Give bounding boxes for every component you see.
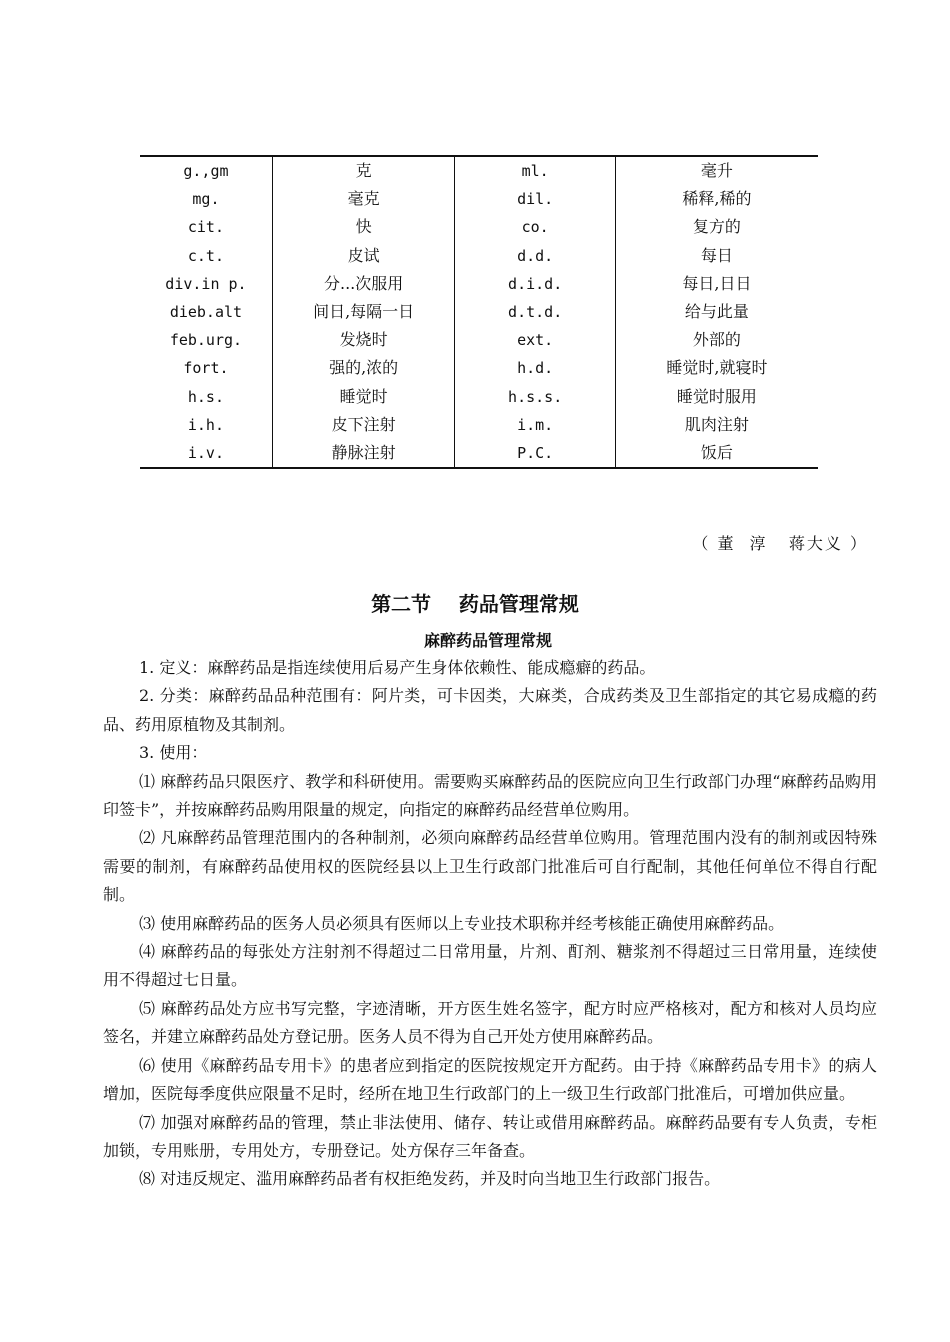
abbreviation-cell: d.d. xyxy=(455,242,615,270)
abbreviation-cell: fort. xyxy=(183,359,229,378)
meaning-cell: 发烧时 xyxy=(272,326,455,354)
abbreviation-cell: i.h. xyxy=(187,415,224,434)
abbreviation-cell: ml. xyxy=(455,156,615,185)
table-row xyxy=(140,298,818,326)
abbreviation-cell: i.m. xyxy=(455,411,615,439)
meaning-cell: 肌肉注射 xyxy=(615,411,818,439)
table-row xyxy=(140,439,818,468)
meaning-cell: 睡觉时,就寝时 xyxy=(615,354,818,382)
meaning-cell: 复方的 xyxy=(615,213,818,241)
abbreviation-cell: g.,gm xyxy=(183,162,229,181)
meaning-cell: 给与此量 xyxy=(615,298,818,326)
paragraph-usage-5: ⑸ 麻醉药品处方应书写完整，字迹清晰，开方医生姓名签字，配方时应严格核对，配方和核对人员均应签名，并建立麻醉药品处方登记册。医务人员不得为自己开处方使用麻醉药品。 xyxy=(103,998,877,1047)
meaning-cell: 每日 xyxy=(615,242,818,270)
abbreviation-cell: d.t.d. xyxy=(455,298,615,326)
abbreviation-cell: h.d. xyxy=(455,354,615,382)
meaning-cell: 分...次服用 xyxy=(272,270,455,298)
abbreviation-cell: c.t. xyxy=(187,246,224,265)
abbreviation-cell: h.s. xyxy=(187,387,224,406)
paragraph-usage-2: ⑵ 凡麻醉药品管理范围内的各种制剂，必须向麻醉药品经营单位购用。管理范围内没有的制剂或因特殊需要的制剂，有麻醉药品使用权的医院经县以上卫生行政部门批准后可自行配制，其他任何单位不得自行配制。 xyxy=(103,828,877,905)
table-row xyxy=(140,185,818,213)
abbreviation-table-body xyxy=(140,156,818,468)
abbreviation-cell: feb.urg. xyxy=(169,331,243,350)
table-row xyxy=(140,213,818,241)
table-row xyxy=(140,242,818,270)
table-row xyxy=(140,270,818,298)
paragraph-usage-heading: 3. 使用： xyxy=(139,743,208,763)
meaning-cell: 外部的 xyxy=(615,326,818,354)
paragraph-usage-4: ⑷ 麻醉药品的每张处方注射剂不得超过二日常用量，片剂、酊剂、糖浆剂不得超过三日常用量，连续使用不得超过七日量。 xyxy=(103,942,877,990)
meaning-cell: 克 xyxy=(272,156,455,185)
meaning-cell: 皮试 xyxy=(272,242,455,270)
meaning-cell: 间日,每隔一日 xyxy=(272,298,455,326)
body-text xyxy=(103,654,877,1194)
abbreviation-cell: cit. xyxy=(187,218,224,237)
abbreviation-cell: P.C. xyxy=(455,439,615,468)
section-title: 第二节 药品管理常规 xyxy=(371,592,579,616)
table-row xyxy=(140,156,818,185)
paragraph-usage-7: ⑺ 加强对麻醉药品的管理，禁止非法使用、储存、转让或借用麻醉药品。麻醉药品要有专人负责，专柜加锁，专用账册，专用处方，专册登记。处方保存三年备查。 xyxy=(103,1112,877,1160)
paragraph-definition: 1. 定义：麻醉药品是指连续使用后易产生身体依赖性、能成瘾癖的药品。 xyxy=(139,658,656,677)
table-row xyxy=(140,354,818,382)
meaning-cell: 睡觉时服用 xyxy=(615,383,818,411)
abbreviation-cell: co. xyxy=(455,213,615,241)
table-row xyxy=(140,411,818,439)
table-row xyxy=(140,383,818,411)
paragraph-usage-6: ⑹ 使用《麻醉药品专用卡》的患者应到指定的医院按规定开方配药。由于持《麻醉药品专用卡》的病人增加，医院每季度供应限量不足时，经所在地卫生行政部门的上一级卫生行政部门批准后，可增加供应量。 xyxy=(103,1055,877,1104)
abbreviation-cell: mg. xyxy=(192,190,220,209)
abbreviation-cell: i.v. xyxy=(187,443,224,462)
authors-credit: （ 董 淳 蒋大义 ） xyxy=(692,534,868,553)
meaning-cell: 毫克 xyxy=(272,185,455,213)
abbreviation-cell: dieb.alt xyxy=(169,303,243,322)
abbreviation-cell: h.s.s. xyxy=(455,383,615,411)
meaning-cell: 静脉注射 xyxy=(272,439,455,468)
meaning-cell: 皮下注射 xyxy=(272,411,455,439)
meaning-cell: 毫升 xyxy=(615,156,818,185)
meaning-cell: 每日,日日 xyxy=(615,270,818,298)
abbreviation-table xyxy=(140,155,818,469)
abbreviation-cell: div.in p. xyxy=(165,274,247,293)
meaning-cell: 稀释,稀的 xyxy=(615,185,818,213)
meaning-cell: 饭后 xyxy=(615,439,818,468)
abbreviation-cell: dil. xyxy=(455,185,615,213)
meaning-cell: 强的,浓的 xyxy=(272,354,455,382)
abbreviation-cell: ext. xyxy=(455,326,615,354)
paragraph-usage-3: ⑶ 使用麻醉药品的医务人员必须具有医师以上专业技术职称并经考核能正确使用麻醉药品。 xyxy=(139,913,785,933)
meaning-cell: 睡觉时 xyxy=(272,383,455,411)
paragraph-usage-8: ⑻ 对违反规定、滥用麻醉药品者有权拒绝发药，并及时向当地卫生行政部门报告。 xyxy=(139,1169,721,1189)
table-row xyxy=(140,326,818,354)
meaning-cell: 快 xyxy=(272,213,455,241)
paragraph-usage-1: ⑴ 麻醉药品只限医疗、教学和科研使用。需要购买麻醉药品的医院应向卫生行政部门办理“麻醉药品购用印签卡”，并按麻醉药品购用限量的规定，向指定的麻醉药品经营单位购用。 xyxy=(103,771,877,820)
subsection-title: 麻醉药品管理常规 xyxy=(423,631,552,650)
abbreviation-cell: d.i.d. xyxy=(455,270,615,298)
paragraph-classification: 2. 分类：麻醉药品品种范围有：阿片类，可卡因类，大麻类，合成药类及卫生部指定的其它易成瘾的药品、药用原植物及其制剂。 xyxy=(103,686,877,734)
